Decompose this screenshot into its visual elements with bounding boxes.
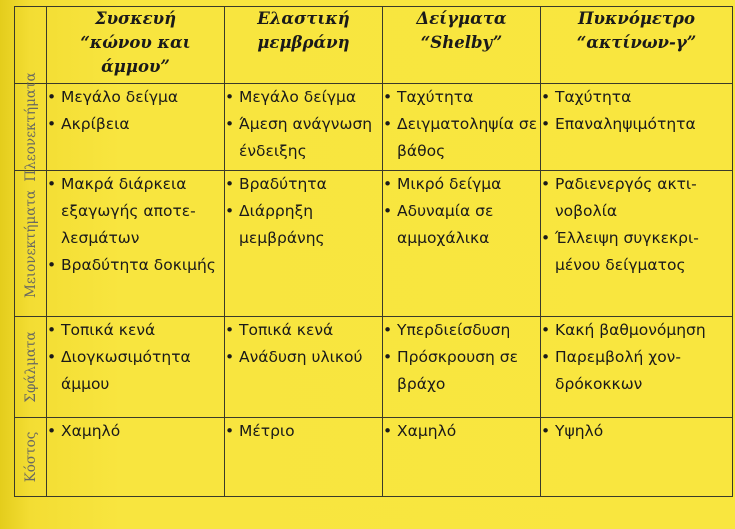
table-cell: [541, 171, 733, 317]
row-header-errors: [15, 317, 47, 418]
list-item: • Πρόσκρουση σε βράχο: [383, 344, 540, 398]
list-item: • Τοπικά κενά: [47, 317, 224, 344]
list-item: • Αδυναμία σε αμμοχάλικα: [383, 198, 540, 252]
table-cell: [383, 317, 541, 418]
list-item: • Μεγάλο δείγμα: [47, 84, 224, 111]
table-cell: [225, 418, 383, 497]
list-item: • Παρεμβολή χον-δρόκοκκων: [541, 344, 732, 398]
table-cell: [47, 84, 225, 171]
table-cell: [541, 317, 733, 418]
column-header-sand-cone: [47, 7, 225, 84]
list-item: • Ακρίβεια: [47, 111, 224, 138]
row-header-advantages: [15, 72, 47, 182]
row-header-label: Κόστος: [22, 431, 39, 483]
list-item: • Μικρό δείγμα: [383, 171, 540, 198]
row-header-disadvantages: [15, 171, 47, 317]
list-item: • Μέτριο: [225, 418, 382, 445]
list-item: • Ανάδυση υλικού: [225, 344, 382, 371]
row-disadvantages: [15, 171, 733, 317]
list-item: • Διάρρηξη μεμβράνης: [225, 198, 382, 252]
column-header-rubber-balloon: [225, 7, 383, 84]
list-item: • Έλλειψη συγκεκρι-μένου δείγματος: [541, 225, 732, 279]
list-item: • Υπερδιείσδυση: [383, 317, 540, 344]
table-cell: [383, 418, 541, 497]
list-item: • Διογκωσιμότητα άμμου: [47, 344, 224, 398]
row-header-cost: [15, 418, 47, 497]
table-cell: [47, 418, 225, 497]
table-cell: [225, 171, 383, 317]
row-header-label: Μειονεκτήματα: [22, 189, 39, 298]
header-row: [15, 7, 733, 84]
column-header-line: μεμβράνη: [257, 33, 350, 52]
row-advantages: [15, 84, 733, 171]
table-cell: [383, 171, 541, 317]
row-header-label: Σφάλματα: [22, 331, 39, 403]
column-header-line: “ακτίνων-γ”: [576, 33, 697, 52]
table-cell: [225, 84, 383, 171]
list-item: • Ταχύτητα: [383, 84, 540, 111]
list-item: • Βραδύτητα: [225, 171, 382, 198]
list-item: • Μακρά διάρκεια εξαγωγής αποτε-λεσμάτων: [47, 171, 224, 252]
row-cost: [15, 418, 733, 497]
list-item: • Δειγματοληψία σε βάθος: [383, 111, 540, 165]
column-header-line: Συσκευή: [94, 9, 177, 28]
column-header-line: Δείγματα: [416, 9, 507, 28]
list-item: • Ραδιενεργός ακτι-νοβολία: [541, 171, 732, 225]
row-header-label: Πλεονεκτήματα: [22, 72, 39, 182]
table-cell: [47, 317, 225, 418]
list-item: • Κακή βαθμονόμηση: [541, 317, 732, 344]
column-header-line: “κώνου και άμμου”: [80, 33, 191, 76]
column-header-line: “Shelby”: [420, 33, 503, 52]
column-header-shelby-tube: [383, 7, 541, 84]
list-item: • Άμεση ανάγνωση ένδειξης: [225, 111, 382, 165]
list-item: • Βραδύτητα δοκιμής: [47, 252, 224, 279]
comparison-table: [14, 6, 733, 497]
column-header-nuclear-gauge: [541, 7, 733, 84]
list-item: • Τοπικά κενά: [225, 317, 382, 344]
table-cell: [383, 84, 541, 171]
column-header-line: Ελαστική: [257, 9, 350, 28]
table-cell: [47, 171, 225, 317]
list-item: • Χαμηλό: [47, 418, 224, 445]
table-cell: [225, 317, 383, 418]
row-errors: [15, 317, 733, 418]
list-item: • Επαναληψιμότητα: [541, 111, 732, 138]
list-item: • Υψηλό: [541, 418, 732, 445]
table-cell: [541, 84, 733, 171]
list-item: • Μεγάλο δείγμα: [225, 84, 382, 111]
list-item: • Ταχύτητα: [541, 84, 732, 111]
list-item: • Χαμηλό: [383, 418, 540, 445]
column-header-line: Πυκνόμετρο: [577, 9, 696, 28]
table-cell: [541, 418, 733, 497]
